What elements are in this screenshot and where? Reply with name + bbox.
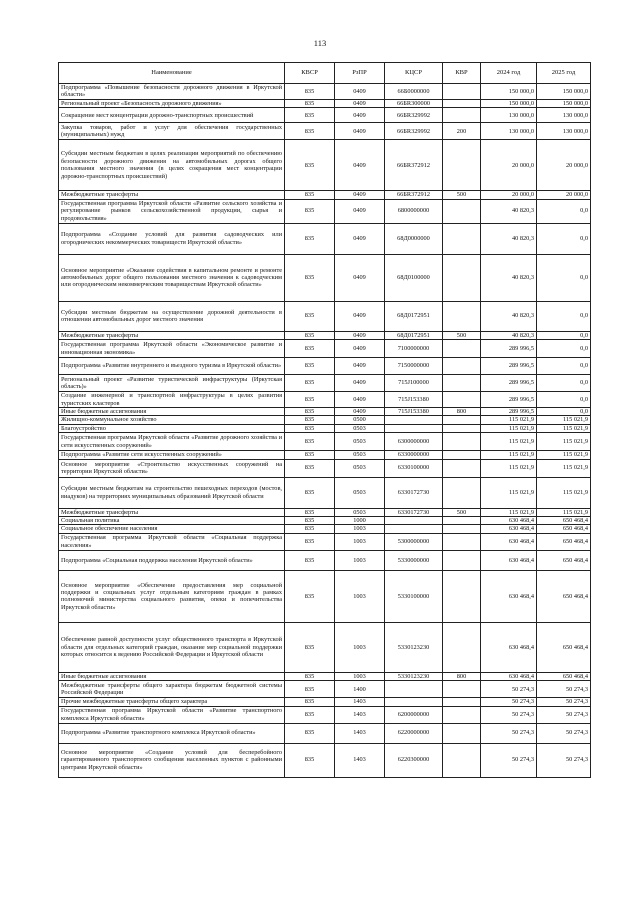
cell-kvr — [443, 392, 481, 408]
cell-rzpr: 1003 — [335, 533, 385, 550]
cell-name: Региональный проект «Развитие туристической инфраструктуры (Иркутская область)» — [59, 375, 285, 392]
cell-name: Обеспечение равной доступности услуг общественного транспорта в Иркутской области для отдельных категорий граждан, оказание мер социальной поддержки которых относится к ведению Российской Федерации и Иркутской области — [59, 622, 285, 672]
cell-kvr — [443, 533, 481, 550]
cell-kvr: 500 — [443, 508, 481, 516]
cell-rzpr: 0409 — [335, 340, 385, 358]
table-row — [59, 525, 591, 533]
cell-2025: 115 021,9 — [537, 477, 591, 508]
cell-kcsr: 6330172730 — [385, 477, 443, 508]
cell-name: Субсидии местным бюджетам в целях реализации мероприятий по обеспечению безопасности дорожного движения на автомобильных дорогах общего пользования местного значения (в целях сокращения мест концентрации дорожно-транспортных происшествий) — [59, 140, 285, 191]
cell-kvsr: 835 — [285, 622, 335, 672]
cell-kvsr: 835 — [285, 99, 335, 107]
cell-kvsr: 835 — [285, 681, 335, 698]
table-row — [59, 477, 591, 508]
table-row — [59, 723, 591, 743]
cell-2025: 150 000,0 — [537, 84, 591, 100]
cell-2024: 289 996,5 — [481, 408, 537, 416]
cell-name: Прочие межбюджетные трансферты общего характера — [59, 698, 285, 706]
table-row — [59, 706, 591, 723]
cell-kvsr: 835 — [285, 477, 335, 508]
cell-kvr: 200 — [443, 123, 481, 140]
cell-kvsr: 835 — [285, 698, 335, 706]
table-row — [59, 358, 591, 375]
table-row — [59, 223, 591, 254]
cell-kvsr: 835 — [285, 408, 335, 416]
cell-kvr — [443, 340, 481, 358]
cell-kvsr: 835 — [285, 550, 335, 570]
table-row — [59, 340, 591, 358]
cell-2024: 150 000,0 — [481, 99, 537, 107]
cell-2024: 630 468,4 — [481, 672, 537, 680]
cell-rzpr: 0503 — [335, 433, 385, 451]
cell-rzpr: 0409 — [335, 108, 385, 123]
cell-2025: 0,0 — [537, 301, 591, 331]
table-row — [59, 408, 591, 416]
cell-rzpr: 0409 — [335, 301, 385, 331]
cell-name: Основное мероприятие «Строительство искусственных сооружений на территории Иркутской области» — [59, 459, 285, 477]
cell-2025: 50 274,3 — [537, 723, 591, 743]
cell-rzpr: 0409 — [335, 392, 385, 408]
cell-kvsr: 835 — [285, 416, 335, 424]
cell-kcsr: 7150000000 — [385, 358, 443, 375]
cell-kcsr: 5330123230 — [385, 622, 443, 672]
cell-rzpr: 0409 — [335, 358, 385, 375]
table-row — [59, 123, 591, 140]
cell-2024: 115 021,9 — [481, 433, 537, 451]
cell-name: Сокращение мест концентрации дорожно-транспортных происшествий — [59, 108, 285, 123]
cell-kcsr: 715J153380 — [385, 392, 443, 408]
cell-2024: 630 468,4 — [481, 533, 537, 550]
cell-kvr — [443, 698, 481, 706]
cell-name: Государственная программа Иркутской области «Развитие дорожного хозяйства и сети искусственных сооружений» — [59, 433, 285, 451]
cell-kvr — [443, 358, 481, 375]
cell-kcsr: 5330000000 — [385, 550, 443, 570]
cell-rzpr: 0503 — [335, 508, 385, 516]
cell-name: Государственная программа Иркутской области «Экономическое развитие и инновационная экономика» — [59, 340, 285, 358]
cell-rzpr: 0500 — [335, 416, 385, 424]
cell-2024: 289 996,5 — [481, 392, 537, 408]
cell-kvr — [443, 743, 481, 777]
cell-rzpr: 1403 — [335, 706, 385, 723]
cell-2024: 115 021,9 — [481, 477, 537, 508]
table-row — [59, 424, 591, 432]
cell-kcsr: 66БR372912 — [385, 191, 443, 199]
cell-2024: 40 820,3 — [481, 254, 537, 301]
cell-kvr — [443, 451, 481, 459]
cell-kcsr: 66БR372912 — [385, 140, 443, 191]
cell-rzpr: 0503 — [335, 459, 385, 477]
cell-rzpr: 1400 — [335, 681, 385, 698]
budget-table — [58, 62, 591, 778]
cell-kcsr: 68Д0100000 — [385, 254, 443, 301]
cell-kvr — [443, 199, 481, 223]
cell-kvr — [443, 375, 481, 392]
table-row — [59, 392, 591, 408]
header-name: Наименование — [59, 63, 285, 84]
cell-name: Основное мероприятие «Оказание содействия в капитальном ремонте и ремонте автомобильных дорог общего пользования местного значения к садоводческим или огородническим некоммерческим товариществам Иркутской области» — [59, 254, 285, 301]
cell-name: Закупка товаров, работ и услуг для обеспечения государственных (муниципальных) нужд — [59, 123, 285, 140]
cell-2025: 0,0 — [537, 223, 591, 254]
cell-2024: 40 820,3 — [481, 199, 537, 223]
cell-2025: 50 274,3 — [537, 743, 591, 777]
cell-kcsr — [385, 698, 443, 706]
cell-2025: 650 468,4 — [537, 550, 591, 570]
cell-name: Межбюджетные трансферты — [59, 331, 285, 339]
cell-name: Государственная программа Иркутской области «Развитие транспортного комплекса Иркутской области» — [59, 706, 285, 723]
cell-2025: 0,0 — [537, 254, 591, 301]
cell-kcsr: 6330100000 — [385, 459, 443, 477]
cell-2025: 130 000,0 — [537, 108, 591, 123]
cell-2024: 630 468,4 — [481, 550, 537, 570]
cell-2024: 40 820,3 — [481, 301, 537, 331]
cell-kcsr — [385, 424, 443, 432]
table-row — [59, 570, 591, 622]
cell-kvr — [443, 681, 481, 698]
table-row — [59, 84, 591, 100]
cell-rzpr: 0409 — [335, 408, 385, 416]
cell-kvsr: 835 — [285, 533, 335, 550]
cell-kvsr: 835 — [285, 340, 335, 358]
cell-2024: 50 274,3 — [481, 698, 537, 706]
cell-2024: 289 996,5 — [481, 358, 537, 375]
cell-2025: 0,0 — [537, 375, 591, 392]
cell-kcsr: 66БR329992 — [385, 123, 443, 140]
cell-2024: 630 468,4 — [481, 525, 537, 533]
table-row — [59, 698, 591, 706]
cell-2024: 115 021,9 — [481, 508, 537, 516]
cell-name: Подпрограмма «Развитие сети искусственных сооружений» — [59, 451, 285, 459]
cell-kcsr: 68Д0000000 — [385, 223, 443, 254]
cell-kvr — [443, 416, 481, 424]
cell-2025: 20 000,0 — [537, 140, 591, 191]
cell-kcsr: 66Б0000000 — [385, 84, 443, 100]
cell-kvr — [443, 477, 481, 508]
cell-kvr — [443, 223, 481, 254]
cell-kvr — [443, 550, 481, 570]
cell-name: Иные бюджетные ассигнования — [59, 408, 285, 416]
cell-kcsr: 6330000000 — [385, 451, 443, 459]
cell-2024: 150 000,0 — [481, 84, 537, 100]
cell-kvsr: 835 — [285, 433, 335, 451]
table-body — [59, 84, 591, 778]
cell-rzpr: 0503 — [335, 451, 385, 459]
cell-kvsr: 835 — [285, 525, 335, 533]
cell-kvsr: 835 — [285, 358, 335, 375]
table-row — [59, 108, 591, 123]
cell-2024: 20 000,0 — [481, 140, 537, 191]
cell-kcsr — [385, 517, 443, 525]
cell-kvsr: 835 — [285, 706, 335, 723]
cell-2025: 650 468,4 — [537, 622, 591, 672]
cell-kvr — [443, 433, 481, 451]
cell-2024: 50 274,3 — [481, 681, 537, 698]
cell-kvr: 500 — [443, 191, 481, 199]
cell-2024: 630 468,4 — [481, 622, 537, 672]
cell-2025: 0,0 — [537, 199, 591, 223]
cell-kvsr: 835 — [285, 108, 335, 123]
cell-2025: 650 468,4 — [537, 570, 591, 622]
cell-2024: 40 820,3 — [481, 331, 537, 339]
cell-kcsr: 6200000000 — [385, 706, 443, 723]
cell-kvsr: 835 — [285, 375, 335, 392]
cell-name: Государственная программа Иркутской области «Развитие сельского хозяйства и регулирование рынков сельскохозяйственной продукции, сырья и продовольствия» — [59, 199, 285, 223]
cell-2025: 0,0 — [537, 358, 591, 375]
cell-rzpr: 1003 — [335, 622, 385, 672]
cell-kcsr — [385, 416, 443, 424]
cell-2025: 650 468,4 — [537, 525, 591, 533]
cell-rzpr: 0409 — [335, 191, 385, 199]
cell-2024: 630 468,4 — [481, 570, 537, 622]
cell-kvsr: 835 — [285, 459, 335, 477]
cell-2025: 115 021,9 — [537, 416, 591, 424]
cell-name: Основное мероприятие «Обеспечение предоставления мер социальной поддержки и социальных услуг отдельным категориям граждан в рамках полномочий министерства социального развития, опеки и попечительства Иркутской области» — [59, 570, 285, 622]
cell-name: Субсидии местным бюджетам на осуществление дорожной деятельности в отношении автомобильных дорог местного значения — [59, 301, 285, 331]
cell-name: Межбюджетные трансферты — [59, 508, 285, 516]
cell-2025: 0,0 — [537, 340, 591, 358]
header-2024: 2024 год — [481, 63, 537, 84]
cell-kvsr: 835 — [285, 570, 335, 622]
cell-name: Межбюджетные трансферты общего характера бюджетам бюджетной системы Российской Федерации — [59, 681, 285, 698]
table-row — [59, 533, 591, 550]
cell-kcsr: 5330123230 — [385, 672, 443, 680]
cell-2024: 115 021,9 — [481, 424, 537, 432]
cell-kcsr: 5300000000 — [385, 533, 443, 550]
cell-kvsr: 835 — [285, 508, 335, 516]
cell-kvr — [443, 84, 481, 100]
cell-kvsr: 835 — [285, 140, 335, 191]
table-row — [59, 433, 591, 451]
cell-rzpr: 1003 — [335, 570, 385, 622]
cell-kvsr: 835 — [285, 723, 335, 743]
cell-kvsr: 835 — [285, 199, 335, 223]
cell-2025: 115 021,9 — [537, 433, 591, 451]
cell-kvr — [443, 424, 481, 432]
table-row — [59, 301, 591, 331]
cell-2025: 115 021,9 — [537, 451, 591, 459]
cell-name: Субсидии местным бюджетам на строительство пешеходных переходов (мостов, виадуков) на территориях муниципальных образований Иркутской области — [59, 477, 285, 508]
cell-kvsr: 835 — [285, 451, 335, 459]
cell-2025: 150 000,0 — [537, 99, 591, 107]
cell-name: Подпрограмма «Социальная поддержка населения Иркутской области» — [59, 550, 285, 570]
cell-2025: 0,0 — [537, 408, 591, 416]
cell-2025: 650 468,4 — [537, 533, 591, 550]
cell-kvr — [443, 459, 481, 477]
cell-kvsr: 835 — [285, 424, 335, 432]
cell-name: Иные бюджетные ассигнования — [59, 672, 285, 680]
cell-kvr — [443, 301, 481, 331]
cell-2024: 289 996,5 — [481, 375, 537, 392]
cell-kcsr: 715J153380 — [385, 408, 443, 416]
cell-rzpr: 1403 — [335, 743, 385, 777]
cell-kvr — [443, 140, 481, 191]
cell-kvsr: 835 — [285, 84, 335, 100]
cell-rzpr: 0503 — [335, 477, 385, 508]
cell-kvsr: 835 — [285, 123, 335, 140]
cell-2025: 50 274,3 — [537, 698, 591, 706]
table-row — [59, 743, 591, 777]
cell-2025: 50 274,3 — [537, 706, 591, 723]
cell-kvr: 800 — [443, 672, 481, 680]
cell-name: Подпрограмма «Повышение безопасности дорожного движения в Иркутской области» — [59, 84, 285, 100]
cell-kvsr: 835 — [285, 191, 335, 199]
header-kvr: КВР — [443, 63, 481, 84]
table-row — [59, 550, 591, 570]
cell-rzpr: 0409 — [335, 254, 385, 301]
cell-2024: 115 021,9 — [481, 451, 537, 459]
cell-2025: 50 274,3 — [537, 681, 591, 698]
table-row — [59, 681, 591, 698]
table-row — [59, 99, 591, 107]
cell-rzpr: 0409 — [335, 331, 385, 339]
cell-rzpr: 1000 — [335, 517, 385, 525]
page-number: 113 — [313, 38, 327, 48]
cell-kcsr: 68Д0172951 — [385, 331, 443, 339]
table-row — [59, 508, 591, 516]
cell-kcsr: 715J100000 — [385, 375, 443, 392]
cell-kvsr: 835 — [285, 254, 335, 301]
cell-2025: 115 021,9 — [537, 459, 591, 477]
cell-rzpr: 0503 — [335, 424, 385, 432]
table-row — [59, 459, 591, 477]
cell-2024: 40 820,3 — [481, 223, 537, 254]
cell-rzpr: 0409 — [335, 375, 385, 392]
table-header-row — [59, 63, 591, 84]
cell-kvsr: 835 — [285, 743, 335, 777]
cell-kcsr: 6220000000 — [385, 723, 443, 743]
table-row — [59, 451, 591, 459]
cell-name: Региональный проект «Безопасность дорожного движения» — [59, 99, 285, 107]
cell-2025: 130 000,0 — [537, 123, 591, 140]
table-row — [59, 254, 591, 301]
cell-name: Благоустройство — [59, 424, 285, 432]
cell-name: Государственная программа Иркутской области «Социальная поддержка населения» — [59, 533, 285, 550]
cell-kcsr: 6220300000 — [385, 743, 443, 777]
cell-2024: 115 021,9 — [481, 416, 537, 424]
header-kvsr: КВСР — [285, 63, 335, 84]
cell-kvr: 800 — [443, 408, 481, 416]
cell-kvsr: 835 — [285, 331, 335, 339]
cell-name: Подпрограмма «Развитие транспортного комплекса Иркутской области» — [59, 723, 285, 743]
cell-rzpr: 1403 — [335, 723, 385, 743]
cell-rzpr: 0409 — [335, 84, 385, 100]
cell-rzpr: 1403 — [335, 698, 385, 706]
table-row — [59, 331, 591, 339]
cell-2025: 650 468,4 — [537, 672, 591, 680]
cell-name: Социальная политика — [59, 517, 285, 525]
cell-2024: 20 000,0 — [481, 191, 537, 199]
cell-rzpr: 1003 — [335, 525, 385, 533]
cell-2025: 0,0 — [537, 392, 591, 408]
cell-kvr — [443, 622, 481, 672]
cell-kcsr: 7100000000 — [385, 340, 443, 358]
cell-kvsr: 835 — [285, 392, 335, 408]
cell-2024: 130 000,0 — [481, 123, 537, 140]
cell-kcsr: 6330172730 — [385, 508, 443, 516]
cell-kvr — [443, 108, 481, 123]
cell-rzpr: 0409 — [335, 140, 385, 191]
cell-kcsr: 6300000000 — [385, 433, 443, 451]
table-row — [59, 517, 591, 525]
cell-kcsr — [385, 681, 443, 698]
cell-2024: 130 000,0 — [481, 108, 537, 123]
table-row — [59, 199, 591, 223]
cell-kcsr: 6800000000 — [385, 199, 443, 223]
cell-kvr — [443, 706, 481, 723]
cell-name: Подпрограмма «Создание условий для развития садоводческих или огороднических некоммерческих товариществ Иркутской области» — [59, 223, 285, 254]
cell-2025: 115 021,9 — [537, 508, 591, 516]
cell-2024: 50 274,3 — [481, 706, 537, 723]
cell-name: Подпрограмма «Развитие внутреннего и въездного туризма в Иркутской области» — [59, 358, 285, 375]
table-row — [59, 416, 591, 424]
cell-name: Жилищно-коммунальное хозяйство — [59, 416, 285, 424]
table-row — [59, 622, 591, 672]
cell-2024: 289 996,5 — [481, 340, 537, 358]
header-rzpr: РзПР — [335, 63, 385, 84]
cell-name: Социальное обеспечение населения — [59, 525, 285, 533]
cell-kvr — [443, 570, 481, 622]
cell-kvsr: 835 — [285, 223, 335, 254]
cell-name: Основное мероприятие «Создание условий для бесперебойного гарантированного транспортного сообщения населенных пунктов с районными центрами Иркутской области» — [59, 743, 285, 777]
cell-kvr: 500 — [443, 331, 481, 339]
cell-kcsr: 66БR329992 — [385, 108, 443, 123]
cell-kvsr: 835 — [285, 517, 335, 525]
cell-kvr — [443, 99, 481, 107]
cell-2024: 50 274,3 — [481, 723, 537, 743]
cell-kvr — [443, 525, 481, 533]
cell-2025: 650 468,4 — [537, 517, 591, 525]
cell-name: Создание инженерной и транспортной инфраструктуры в целях развития туристских кластеров — [59, 392, 285, 408]
cell-rzpr: 1003 — [335, 672, 385, 680]
cell-2024: 50 274,3 — [481, 743, 537, 777]
cell-kvr — [443, 517, 481, 525]
cell-kcsr: 5330100000 — [385, 570, 443, 622]
cell-rzpr: 0409 — [335, 123, 385, 140]
cell-kcsr: 68Д0172951 — [385, 301, 443, 331]
table-row — [59, 140, 591, 191]
cell-2025: 20 000,0 — [537, 191, 591, 199]
cell-name: Межбюджетные трансферты — [59, 191, 285, 199]
cell-2025: 0,0 — [537, 331, 591, 339]
table-row — [59, 375, 591, 392]
cell-rzpr: 0409 — [335, 99, 385, 107]
table-row — [59, 672, 591, 680]
header-2025: 2025 год — [537, 63, 591, 84]
cell-rzpr: 0409 — [335, 223, 385, 254]
cell-2024: 630 468,4 — [481, 517, 537, 525]
header-kcsr: КЦСР — [385, 63, 443, 84]
cell-kvsr: 835 — [285, 301, 335, 331]
cell-rzpr: 1003 — [335, 550, 385, 570]
cell-kcsr — [385, 525, 443, 533]
cell-rzpr: 0409 — [335, 199, 385, 223]
cell-kcsr: 66БR300000 — [385, 99, 443, 107]
cell-kvr — [443, 723, 481, 743]
cell-kvsr: 835 — [285, 672, 335, 680]
cell-2024: 115 021,9 — [481, 459, 537, 477]
cell-2025: 115 021,9 — [537, 424, 591, 432]
table-row — [59, 191, 591, 199]
cell-kvr — [443, 254, 481, 301]
